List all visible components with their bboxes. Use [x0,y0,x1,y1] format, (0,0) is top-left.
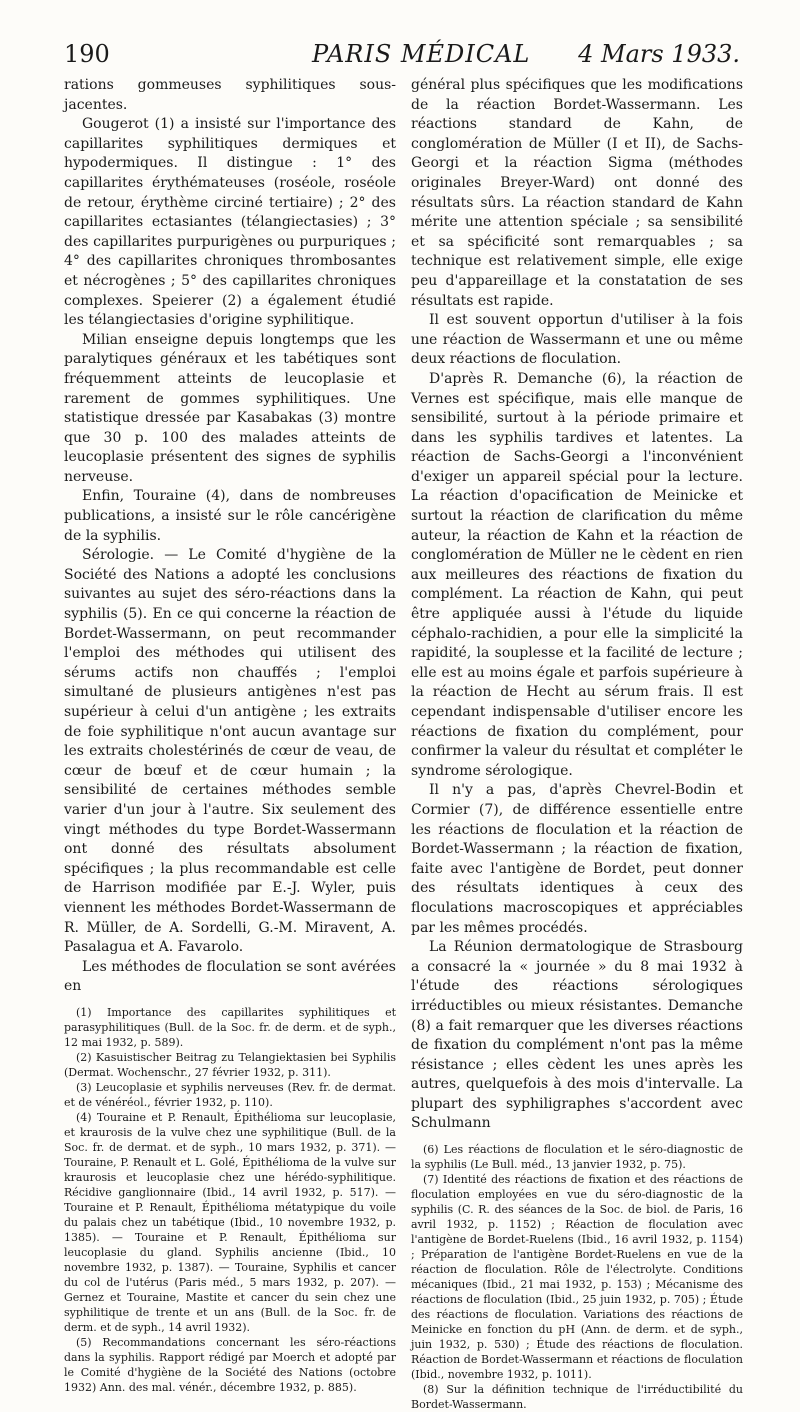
paragraph: Enfin, Touraine (4), dans de nombreuses publications, a insisté sur le rôle cancérigène de la syphilis. [64,488,396,544]
footnote: (4) Touraine et P. Renault, Épithélioma sur leucoplasie, et kraurosis de la vulve chez une syphilitique (Bull. de la Soc. fr. de dermat. et de syph., 10 mars 1932, p. 371). — Touraine, P. Renault et L. Golé, Épithélioma de la vulve sur kraurosis et leucoplasie chez une hérédo-syphilitique. Récidive ganglionnaire (Ibid., 14 avril 1932, p. 517). — Touraine et P. Renault, Épithélioma métatypique du voile du palais chez un tabétique (Ibid., 10 novembre 1932, p. 1385). — Touraine et P. Renault, Épithélioma sur leucoplasie du gland. Syphilis ancienne (Ibid., 10 novembre 1932, p. 1387). — Touraine, Syphilis et cancer du col de l'utérus (Paris méd., 5 mars 1932, p. 207). — Gernez et Touraine, Mastite et cancer du sein chez une syphilitique de trente et un ans (Bull. de la Soc. fr. de derm. et de syph., 14 avril 1932). [64,1110,396,1334]
paragraph: D'après R. Demanche (6), la réaction de Vernes est spécifique, mais elle manque de sensibilité, surtout à la période primaire et dans les syphilis tardives et latentes. La réaction de Sachs-Georgi a l'inconvénient d'exiger un appareil spécial pour la lecture. La réaction d'opacification de Meinicke et surtout la réaction de clarification du même auteur, la réaction de Kahn et la réaction de conglomération de Müller ne le cèdent en rien aux meilleures des réactions de fixation du complément. La réaction de Kahn, qui peut être appliquée aussi à l'étude du liquide céphalo-rachidien, a pour elle la simplicité la rapidité, la souplesse et la facilité de lecture ; elle est au moins égale et parfois supérieure à la réaction de Hecht au sérum frais. Il est cependant indispensable d'utiliser encore les réactions de fixation du complément, pour confirmer la valeur du résultat et compléter le syndrome sérologique. [411,370,743,779]
left-column [64,76,396,1395]
paragraph: Milian enseigne depuis longtemps que les paralytiques généraux et les tabétiques sont fréquemment atteints de leucoplasie et rarement de gommes syphilitiques. Une statistique dressée par Kasabakas (3) montre que 30 p. 100 des malades atteints de leucoplasie présentent des signes de syphilis nerveuse. [64,331,396,485]
paragraph: Gougerot (1) a insisté sur l'importance des capillarites syphilitiques dermiques et hypodermiques. Il distingue : 1° des capillarites érythémateuses (roséole, roséole de retour, érythème circiné tertiaire) ; 2° des capillarites ectasiantes (télangiectasies) ; 3° des capillarites purpurigènes ou purpuriques ; 4° des capillarites chroniques thrombosantes et nécrogènes ; 5° des capillarites chroniques complexes. Speierer (2) a également étudié les télangiectasies d'origine syphilitique. [64,116,396,329]
footnote: (1) Importance des capillarites syphilitiques et parasyphilitiques (Bull. de la Soc. fr. de derm. et de syph., 12 mai 1932, p. 589). [64,1005,396,1049]
right-column [411,76,743,1412]
journal-title: PARIS MÉDICAL [312,40,531,68]
footnote: (7) Identité des réactions de fixation et des réactions de floculation employées en vue du séro-diagnostic de la syphilis (C. R. des séances de la Soc. de biol. de Paris, 16 avril 1932, p. 1152) ; Réaction de floculation avec l'antigène de Bordet-Ruelens (Ibid., 16 avril 1932, p. 1154) ; Préparation de l'antigène Bordet-Ruelens en vue de la réaction de floculation. Rôle de l'électrolyte. Conditions mécaniques (Ibid., 21 mai 1932, p. 153) ; Mécanisme des réactions de floculation (Ibid., 25 juin 1932, p. 705) ; Étude des réactions de floculation. Variations des réactions de Meinicke en fonction du pH (Ann. de derm. et de syph., juin 1932, p. 530) ; Étude des réactions de floculation. Réaction de Bordet-Wassermann et réactions de floculation (Ibid., novembre 1932, p. 1011). [411,1173,743,1382]
footnote: (5) Recommandations concernant les séro-réactions dans la syphilis. Rapport rédigé par Moerch et adopté par le Comité d'hygiène de la Société des Nations (octobre 1932) Ann. des mal. vénér., décembre 1932, p. 885). [64,1335,396,1394]
footnote: (3) Leucoplasie et syphilis nerveuses (Rev. fr. de dermat. et de vénéréol., février 1932, p. 110). [64,1080,396,1109]
footnote: (6) Les réactions de floculation et le séro-diagnostic de la syphilis (Le Bull. méd., 13 janvier 1932, p. 75). [411,1143,743,1172]
paragraph: rations gommeuses syphilitiques sous-jacentes. [64,77,396,113]
running-header [64,40,740,74]
paragraph: Il n'y a pas, d'après Chevrel-Bodin et Cormier (7), de différence essentielle entre les réactions de floculation et la réaction de Bordet-Wassermann ; la réaction de fixation, faite avec l'antigène de Bordet, peut donner des résultats identiques à ceux des floculations macroscopiques et appréciables par les mêmes procédés. [411,782,743,936]
footnote: (8) Sur la définition technique de l'irréductibilité du Bordet-Wassermann. [411,1383,743,1412]
footnotes [64,1005,396,1395]
paragraph: Il est souvent opportun d'utiliser à la fois une réaction de Wassermann et une ou même deux réactions de floculation. [411,312,743,368]
paragraph: Les méthodes de floculation se sont avérées en [64,958,396,995]
footnotes [411,1142,743,1412]
page-number: 190 [64,40,110,68]
paragraph: Sérologie. — Le Comité d'hygiène de la Société des Nations a adopté les conclusions suivantes au sujet des séro-réactions dans la syphilis (5). En ce qui concerne la réaction de Bordet-Wassermann, on peut recommander l'emploi des méthodes qui utilisent des sérums actifs non chauffés ; l'emploi simultané de plusieurs antigènes n'est pas supérieur à celui d'un antigène ; les extraits de foie syphilitique n'ont aucun avantage sur les extraits cholestérinés de cœur de veau, de cœur de bœuf et de cœur humain ; la sensibilité de certaines méthodes semble varier d'un jour à l'autre. Six seulement des vingt méthodes du type Bordet-Wassermann ont donné des résultats absolument spécifiques ; la plus recommandable est celle de Harrison modifiée par E.-J. Wyler, puis viennent les méthodes Bordet-Wassermann de R. Müller, de A. Sordelli, G.-M. Miravent, A. Pasalagua et A. Favarolo. [64,547,396,956]
paragraph: La Réunion dermatologique de Strasbourg a consacré la « journée » du 8 mai 1932 à l'étude des réactions sérologiques irréductibles ou mieux résistantes. Demanche (8) a fait remarquer que les diverses réactions de fixation du complément n'ont pas la même résistance ; elles cèdent les unes après les autres, quelquefois à des mois d'intervalle. La plupart des syphiligraphes s'accordent avec Schulmann [411,939,743,1132]
issue-date: 4 Mars 1933. [578,40,740,68]
footnote: (2) Kasuistischer Beitrag zu Telangiektasien bei Syphilis (Dermat. Wochenschr., 27 février 1932, p. 311). [64,1050,396,1079]
paragraph: général plus spécifiques que les modifications de la réaction Bordet-Wassermann. Les réactions standard de Kahn, de conglomération de Müller (I et II), de Sachs-Georgi et la réaction Sigma (méthodes originales Breyer-Ward) ont donné des résultats sûrs. La réaction standard de Kahn mérite une attention spéciale ; sa sensibilité et sa spécificité sont remarquables ; sa technique est relativement simple, elle exige peu d'appareillage et la constatation de ses résultats est rapide. [411,77,743,309]
